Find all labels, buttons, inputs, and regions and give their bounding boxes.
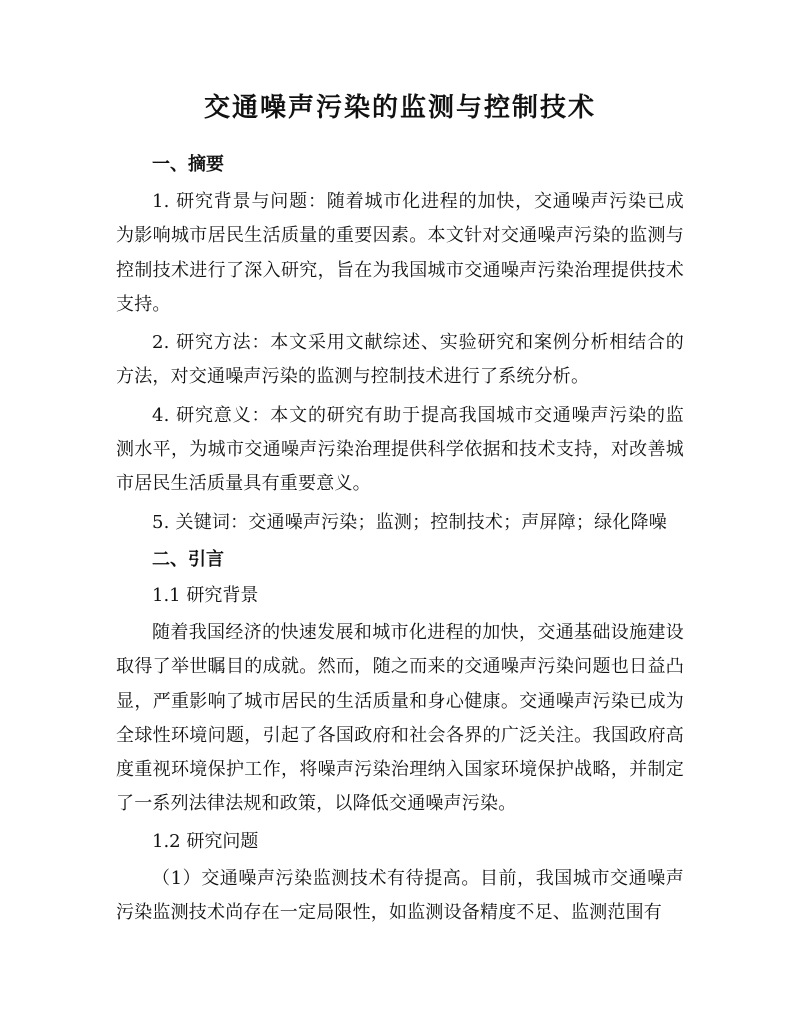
abstract-keywords: 5. 关键词：交通噪声污染；监测；控制技术；声屏障；绿化降噪: [152, 511, 667, 533]
section-heading-abstract: 一、摘要: [152, 154, 224, 175]
subsection-heading-problems: 1.2 研究问题: [152, 830, 259, 852]
section-heading-introduction: 二、引言: [152, 548, 224, 570]
abstract-paragraph-methods: 2. 研究方法：本文采用文献综述、实验研究和案例分析相结合的方法，对交通噪声污染的监测与控制技术进行了系统分析。: [116, 332, 684, 388]
abstract-paragraph-significance: 4. 研究意义：本文的研究有助于提高我国城市交通噪声污染的监测水平，为城市交通噪声污染治理提供科学依据和技术支持，对改善城市居民生活质量具有重要意义。: [116, 404, 684, 495]
introduction-paragraph-background: 随着我国经济的快速发展和城市化进程的加快，交通基础设施建设取得了举世瞩目的成就。然而，随之而来的交通噪声污染问题也日益凸显，严重影响了城市居民的生活质量和身心健康。交通噪声污染已成为全球性环境问题，引起了各国政府和社会各界的广泛关注。我国政府高度重视环境保护工作，将噪声污染治理纳入国家环境保护战略，并制定了一系列法律法规和政策，以降低交通噪声污染。: [116, 621, 684, 815]
introduction-paragraph-problems: （1）交通噪声污染监测技术有待提高。目前，我国城市交通噪声污染监测技术尚存在一定局限性，如监测设备精度不足、监测范围有: [116, 867, 684, 924]
abstract-paragraph-background: 1. 研究背景与问题：随着城市化进程的加快，交通噪声污染已成为影响城市居民生活质量的重要因素。本文针对交通噪声污染的监测与控制技术进行了深入研究，旨在为我国城市交通噪声污染治理提供技术支持。: [116, 191, 684, 315]
subsection-heading-background: 1.1 研究背景: [152, 584, 259, 606]
document-title: 交通噪声污染的监测与控制技术: [203, 93, 596, 123]
